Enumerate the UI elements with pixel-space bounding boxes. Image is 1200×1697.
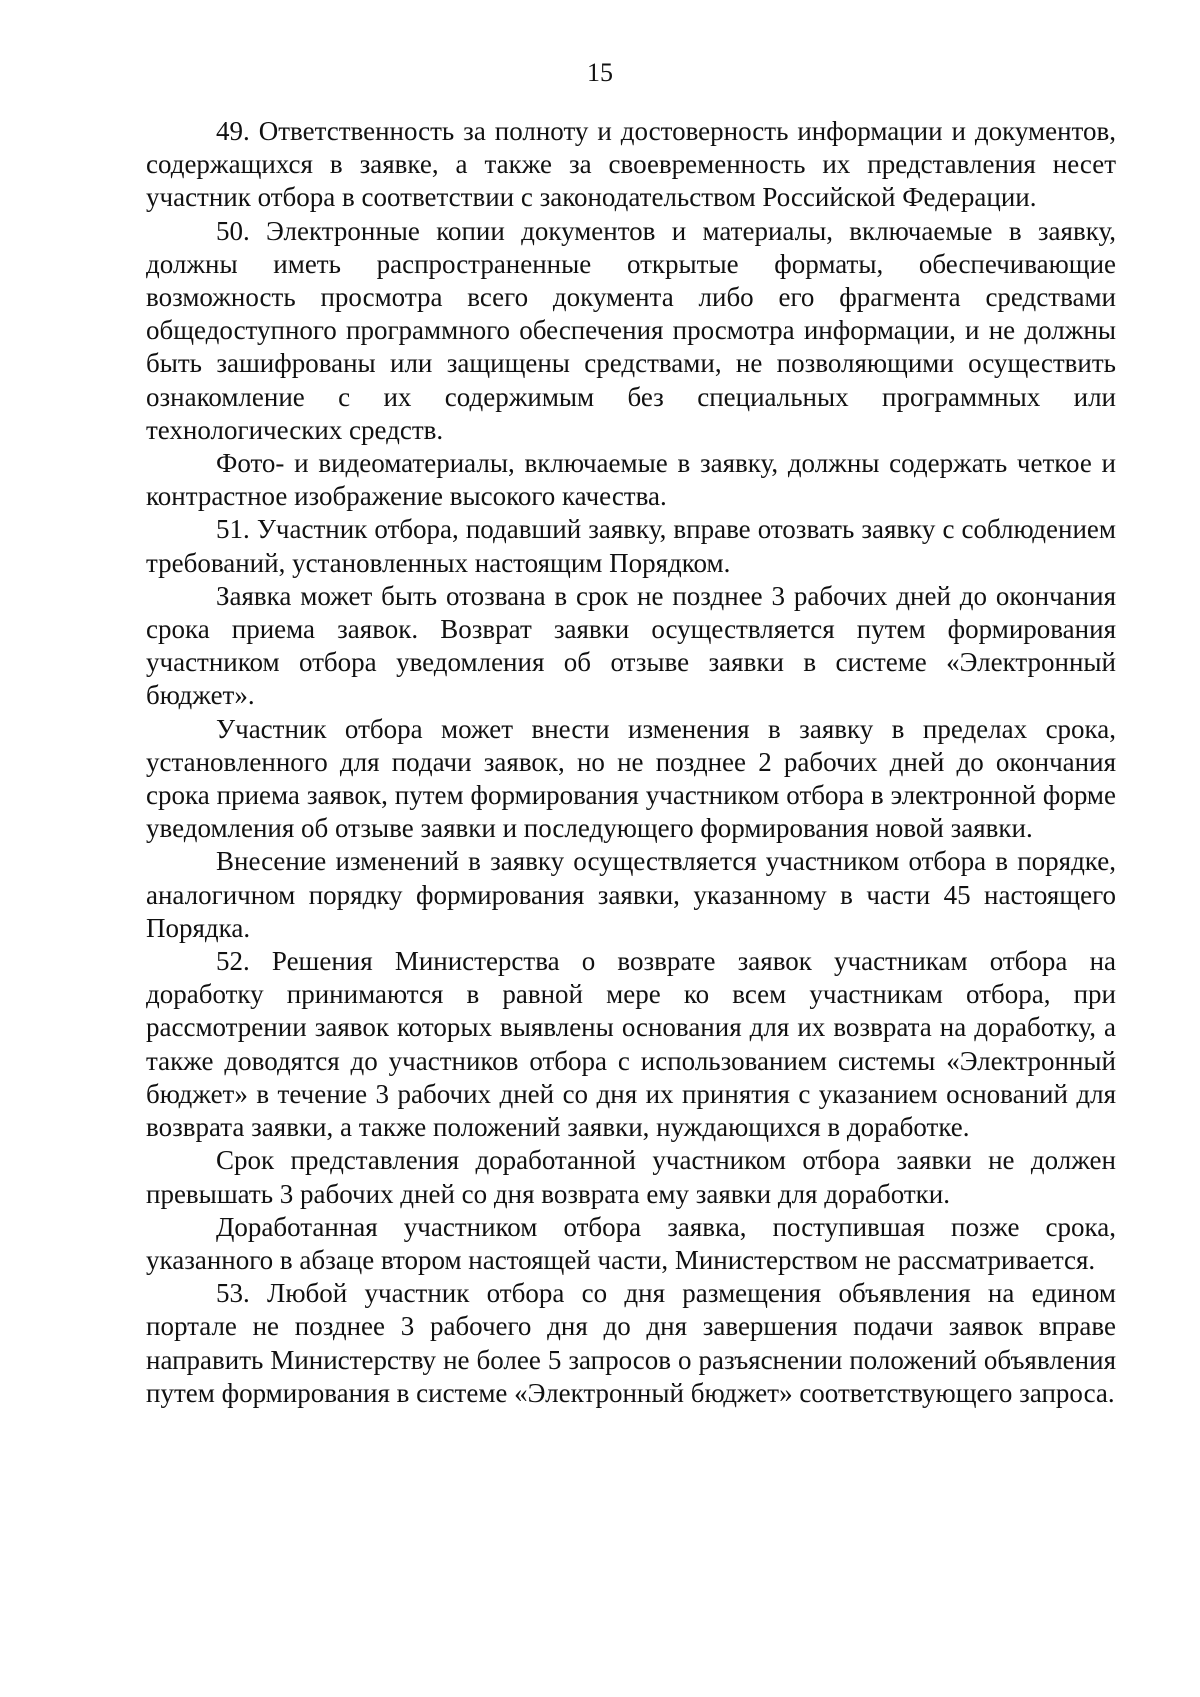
paragraph-53: 53. Любой участник отбора со дня размещения объявления на едином портале не позднее 3 рабочего дня до дня завершения подачи заявок вправе направить Министерству не более 5 запросов о разъяснении положений объявления путем формирования в системе «Электронный бюджет» соответствующего запроса. bbox=[146, 1278, 1116, 1408]
paragraph-51-changes-procedure: Внесение изменений в заявку осуществляется участником отбора в порядке, аналогичном порядку формирования заявки, указанному в части 45 настоящего Порядка. bbox=[146, 846, 1116, 943]
paragraph-50-photo-video: Фото- и видеоматериалы, включаемые в заявку, должны содержать четкое и контрастное изображение высокого качества. bbox=[146, 448, 1116, 512]
paragraph-51: 51. Участник отбора, подавший заявку, вправе отозвать заявку с соблюдением требований, установленных настоящим Порядком. bbox=[146, 514, 1116, 578]
paragraph-51-withdrawal-deadline: Заявка может быть отозвана в срок не позднее 3 рабочих дней до окончания срока приема заявок. Возврат заявки осуществляется путем формирования участником отбора уведомления об отзыве заявки в системе «Электронный бюджет». bbox=[146, 580, 1116, 711]
paragraph-50: 50. Электронные копии документов и материалы, включаемые в заявку, должны иметь распространенные открытые форматы, обеспечивающие возможность просмотра всего документа либо его фрагмента средствами общедоступного программного обеспечения просмотра информации, и не должны быть зашифрованы или защищены средствами, не позволяющими осуществить ознакомление с их содержимым без специальных программных или технологических средств. bbox=[146, 215, 1116, 445]
page-number: 15 bbox=[587, 58, 613, 87]
paragraph-51-changes: Участник отбора может внести изменения в заявку в пределах срока, установленного для подачи заявок, но не позднее 2 рабочих дней до окончания срока приема заявок, путем формирования участником отбора в электронной форме уведомления об отзыве заявки и последующего формирования новой заявки. bbox=[146, 713, 1116, 844]
paragraph-52-late-resubmission: Доработанная участником отбора заявка, поступившая позже срока, указанного в абзаце втором настоящей части, Министерством не рассматривается. bbox=[146, 1211, 1116, 1275]
document-body bbox=[146, 115, 1116, 1410]
paragraph-49: 49. Ответственность за полноту и достоверность информации и документов, содержащихся в заявке, а также за своевременность их представления несет участник отбора в соответствии с законодательством Российской Федерации. bbox=[146, 116, 1116, 213]
paragraph-52-resubmission-deadline: Срок представления доработанной участником отбора заявки не должен превышать 3 рабочих дней со дня возврата ему заявки для доработки. bbox=[146, 1145, 1116, 1209]
paragraph-52: 52. Решения Министерства о возврате заявок участникам отбора на доработку принимаются в равной мере ко всем участникам отбора, при рассмотрении заявок которых выявлены основания для их возврата на доработку, а также доводятся до участников отбора с использованием системы «Электронный бюджет» в течение 3 рабочих дней со дня их принятия с указанием оснований для возврата заявки, а также положений заявки, нуждающихся в доработке. bbox=[146, 946, 1116, 1143]
